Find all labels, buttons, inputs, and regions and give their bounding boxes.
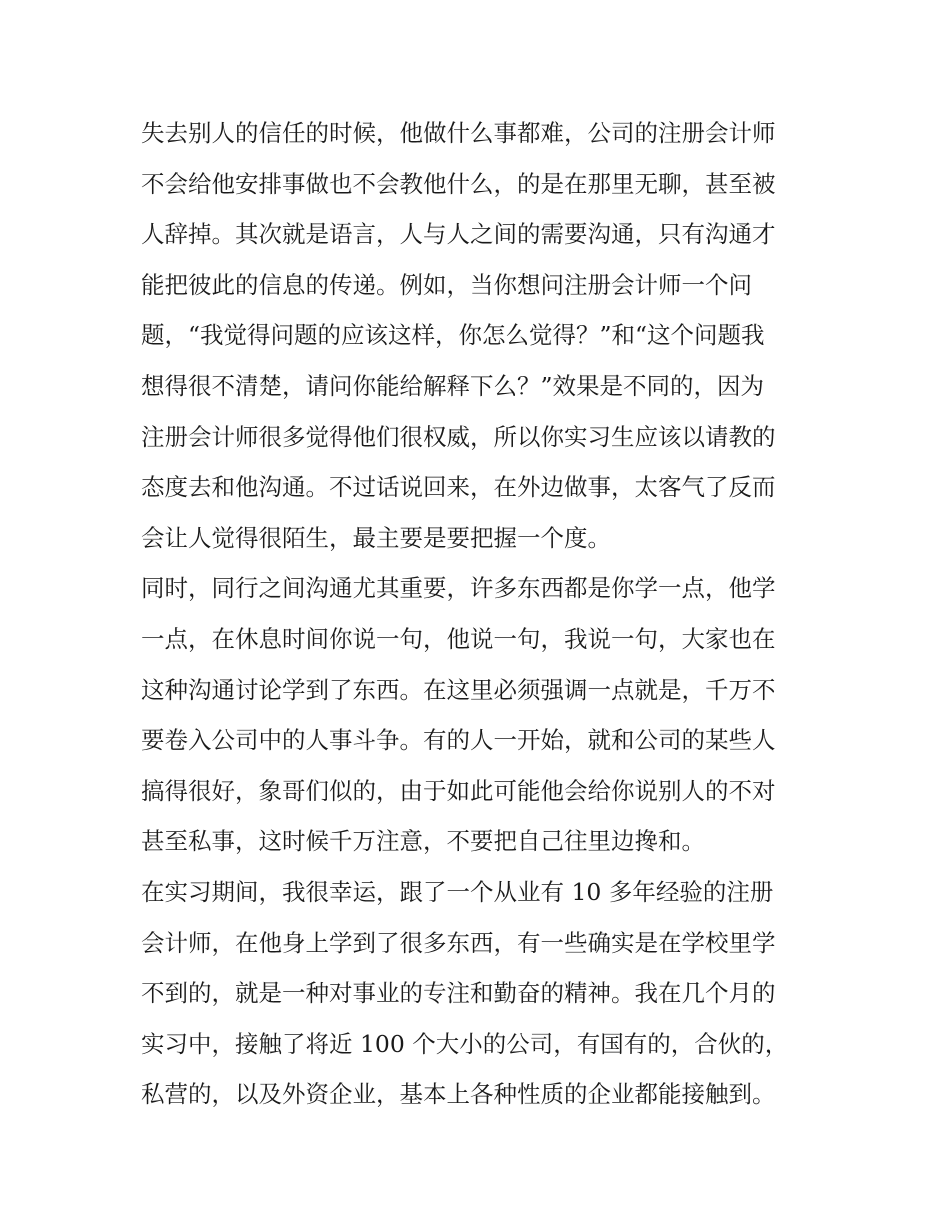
text-line: 不到的，就是一种对事业的专注和勤奋的精神。我在几个月的 [141, 979, 776, 1008]
text-line: 注册会计师很多觉得他们很权威，所以你实习生应该以请教的 [141, 422, 776, 451]
text-line: 搞得很好，象哥们似的，由于如此可能他会给你说别人的不对 [141, 776, 776, 805]
text-line: 这种沟通讨论学到了东西。在这里必须强调一点就是，千万不 [141, 675, 776, 704]
text-line: 甚至私事，这时候千万注意，不要把自己往里边搀和。 [141, 827, 705, 856]
text-line: 私营的，以及外资企业，基本上各种性质的企业都能接触到。 [141, 1080, 776, 1109]
text-line: 一点，在休息时间你说一句，他说一句，我说一句，大家也在 [141, 624, 776, 653]
text-line: 不会给他安排事做也不会教他什么，的是在那里无聊，甚至被 [141, 169, 776, 198]
text-line: 会计师，在他身上学到了很多东西，有一些确实是在学校里学 [141, 928, 776, 957]
text-line: 能把彼此的信息的传递。例如，当你想问注册会计师一个问 [141, 270, 752, 299]
text-line: 会让人觉得很陌生，最主要是要把握一个度。 [141, 523, 611, 552]
text-line: 人辞掉。其次就是语言，人与人之间的需要沟通，只有沟通才 [141, 220, 776, 249]
body-text [141, 108, 821, 1120]
text-line: 实习中，接触了将近 100 个大小的公司，有国有的，合伙的， [141, 1029, 789, 1058]
text-line: 要卷入公司中的人事斗争。有的人一开始，就和公司的某些人 [141, 726, 776, 755]
text-line: 失去别人的信任的时候，他做什么事都难，公司的注册会计师 [141, 119, 776, 147]
text-line: 题，“我觉得问题的应该这样，你怎么觉得？”和“这个问题我 [141, 321, 765, 350]
text-line: 想得很不清楚，请问你能给解释下么？”效果是不同的，因为 [141, 371, 765, 400]
text-line: 在实习期间，我很幸运，跟了一个从业有 10 多年经验的注册 [141, 877, 774, 906]
text-line: 同时，同行之间沟通尤其重要，许多东西都是你学一点，他学 [141, 574, 776, 603]
text-line: 态度去和他沟通。不过话说回来，在外边做事，太客气了反而 [141, 473, 776, 502]
